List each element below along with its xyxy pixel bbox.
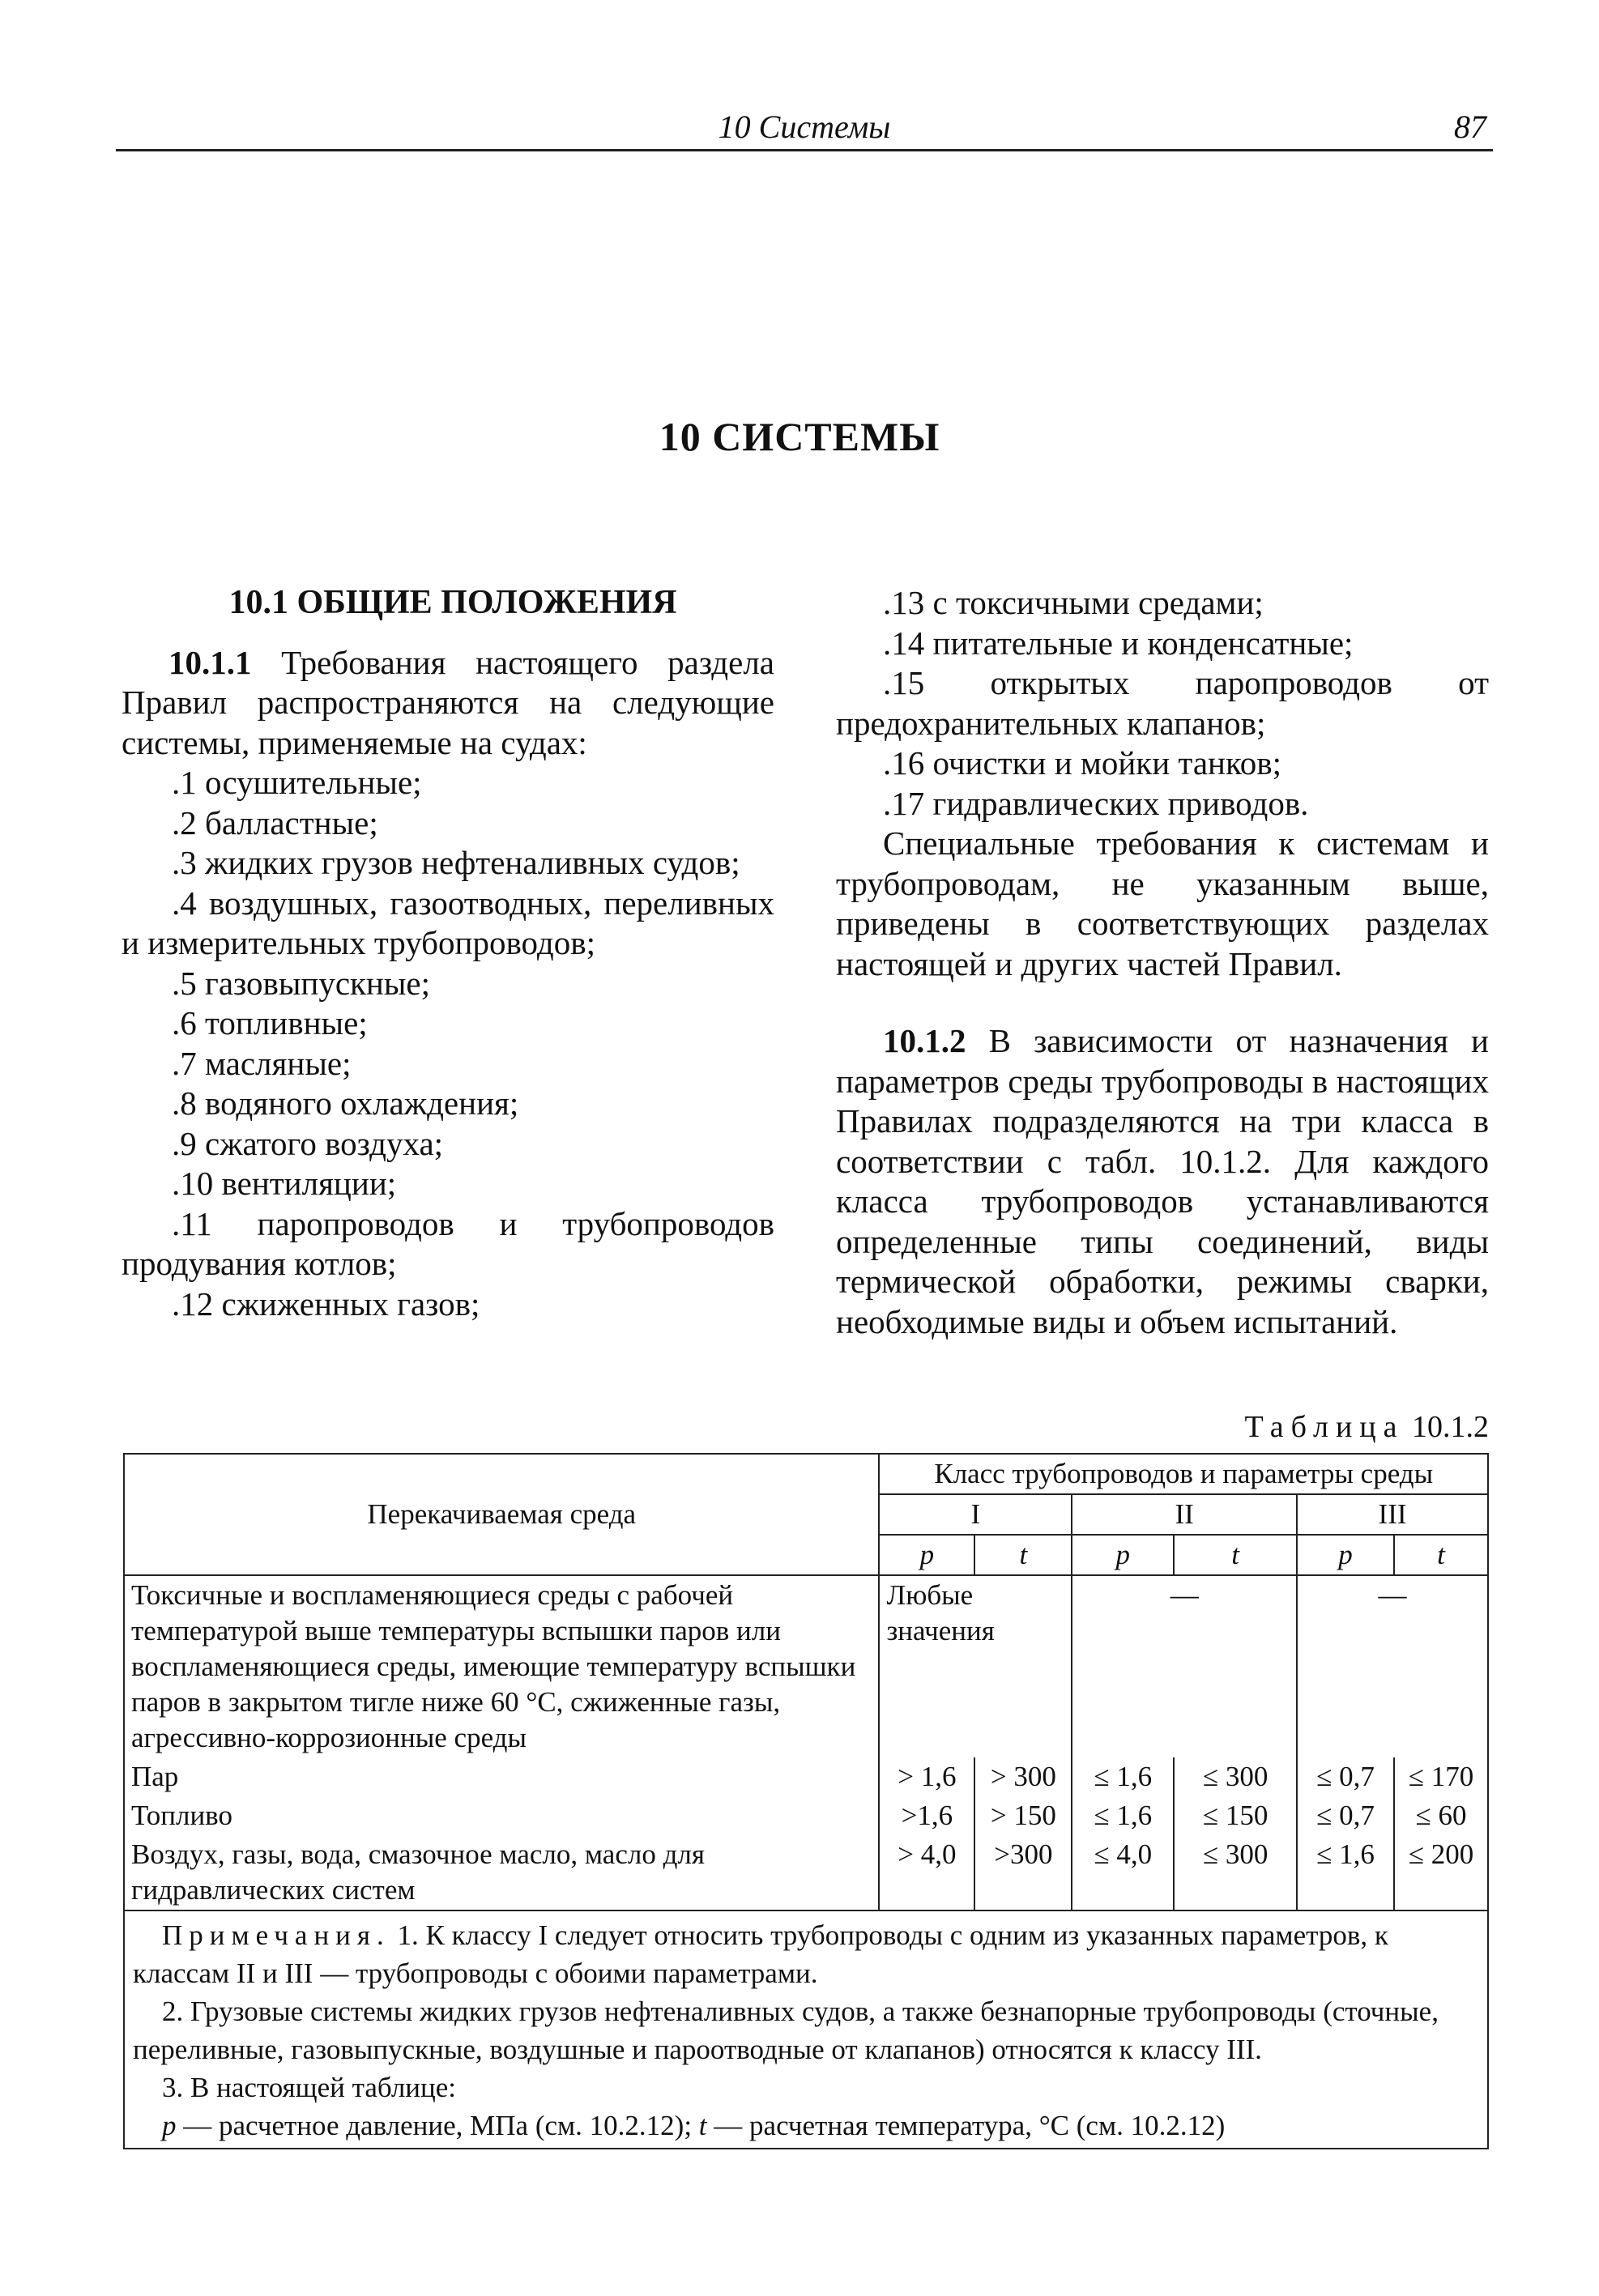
value-cell: > 4,0 (879, 1835, 974, 1910)
value-cell: — (1072, 1575, 1297, 1757)
table-header-row (124, 1454, 1488, 1494)
list-item: .4 воздушных, газоотводных, переливных и измерительных трубопроводов; (122, 884, 774, 961)
note-2: 2. Грузовые системы жидких грузов нефтеналивных судов, а также безнапорные трубопроводы (сточные, переливные, газовыпускные, воздушные и пароотводные от клапанов) относятся к классу III. (133, 1996, 1439, 2065)
value-cell: > 1,6 (879, 1757, 974, 1796)
header-param-p: p (879, 1535, 974, 1575)
header-class-ii: II (1072, 1494, 1297, 1535)
value-cell: — (1297, 1575, 1488, 1757)
header-class-iii: III (1297, 1494, 1488, 1535)
value-cell: ≤ 1,6 (1072, 1757, 1174, 1796)
value-cell: ≤ 4,0 (1072, 1835, 1174, 1910)
pipeline-classes-table (123, 1453, 1489, 2149)
list-item: .10 вентиляции; (172, 1165, 397, 1202)
list-item: .11 паропроводов и трубопроводов продувания котлов; (122, 1204, 774, 1282)
paragraph-10-1-2 (836, 1021, 1489, 1342)
header-param-p: p (1297, 1535, 1394, 1575)
medium-cell: Воздух, газы, вода, смазочное масло, масло для гидравлических систем (124, 1835, 879, 1910)
clause-number: 10.1.1 (168, 643, 252, 681)
value-cell: Любые значения (879, 1575, 1072, 1757)
list-item: .9 сжатого воздуха; (172, 1124, 444, 1162)
header-medium: Перекачиваемая среда (124, 1454, 879, 1575)
note-3: 3. В настоящей таблице: (162, 2072, 457, 2103)
value-cell: ≤ 150 (1174, 1796, 1297, 1835)
section-title: 10.1 ОБЩИЕ ПОЛОЖЕНИЯ (228, 584, 677, 621)
note-4: p — расчетное давление, МПа (см. 10.2.12); t — расчетная температура, °C (см. 10.2.12) (162, 2110, 1226, 2141)
value-cell: > 150 (974, 1796, 1072, 1835)
notes-label: Примечания. (162, 1919, 390, 1951)
note-1: Примечания. 1. К классу I следует относить трубопроводы с одним из указанных параметров, к классам II и III — трубопроводы с обоими параметрами. (133, 1919, 1388, 1989)
header-class-i: I (879, 1494, 1072, 1535)
header-param-t: t (974, 1535, 1072, 1575)
medium-cell: Токсичные и воспламеняющиеся среды с рабочей температурой выше температуры вспышки паров или воспламеняющиеся среды, имеющие температуру вспышки паров в закрытом тигле ниже 60 °C, сжиженные газы, агрессивно-коррозионные среды (124, 1575, 879, 1757)
page-header (116, 107, 1493, 151)
table-row (124, 1835, 1488, 1910)
clause-number: 10.1.2 (883, 1022, 966, 1059)
value-cell: ≤ 0,7 (1297, 1796, 1394, 1835)
value-cell: ≤ 300 (1174, 1757, 1297, 1796)
list-item: .17 гидравлических приводов. (883, 784, 1309, 822)
list-item: .3 жидких грузов нефтеналивных судов; (172, 844, 740, 881)
value-cell: ≤ 1,6 (1297, 1835, 1394, 1910)
table-notes (124, 1910, 1488, 2149)
clause-text: В зависимости от назначения и параметров среды трубопроводы в настоящих Правилах подразделяются на три класса в соответствии с табл. 10.1.2. Для каждого класса трубопроводов устанавливаются определенные типы соединений, виды термической обработки, режимы сварки, необходимые виды и объем испытаний. (836, 1022, 1489, 1340)
table-row (124, 1796, 1488, 1835)
chapter-title: 10 СИСТЕМЫ (659, 414, 940, 459)
value-cell: ≤ 170 (1394, 1757, 1488, 1796)
right-column (836, 583, 1489, 1342)
header-param-p: p (1072, 1535, 1174, 1575)
special-requirements-paragraph: Специальные требования к системам и трубопроводам, не указанным выше, приведены в соответствующих разделах настоящей и других частей Правил. (836, 824, 1489, 982)
running-title: 10 Системы (718, 109, 891, 145)
medium-cell: Топливо (124, 1796, 879, 1835)
list-item: .13 с токсичными средами; (883, 584, 1264, 621)
list-item: .14 питательные и конденсатные; (883, 624, 1354, 662)
header-class-params: Класс трубопроводов и параметры среды (879, 1454, 1488, 1494)
table-row (124, 1757, 1488, 1796)
value-cell: >1,6 (879, 1796, 974, 1835)
value-cell: ≤ 300 (1174, 1835, 1297, 1910)
value-cell: >300 (974, 1835, 1072, 1910)
list-item: .8 водяного охлаждения; (172, 1084, 519, 1122)
header-param-t: t (1394, 1535, 1488, 1575)
page-number: 87 (1454, 109, 1486, 145)
list-item: .2 балластные; (172, 803, 378, 841)
header-param-t: t (1174, 1535, 1297, 1575)
list-item: .16 очистки и мойки танков; (883, 744, 1282, 782)
value-cell: ≤ 1,6 (1072, 1796, 1174, 1835)
list-item: .6 топливные; (172, 1004, 368, 1042)
table-row (124, 1575, 1488, 1757)
list-item: .7 масляные; (172, 1044, 352, 1082)
clause-text: Требования настоящего раздела Правил распространяются на следующие системы, применяемые на судах: (122, 643, 774, 761)
table-notes-row (124, 1910, 1488, 2149)
list-item: .5 газовыпускные; (172, 964, 431, 1002)
value-cell: ≤ 200 (1394, 1835, 1488, 1910)
left-column (122, 583, 774, 1324)
table-caption: Таблица 10.1.2 (1244, 1410, 1489, 1444)
medium-cell: Пар (124, 1757, 879, 1796)
list-item: .12 сжиженных газов; (172, 1284, 480, 1323)
value-cell: ≤ 0,7 (1297, 1757, 1394, 1796)
list-item: .15 открытых паропроводов от предохранительных клапанов; (836, 664, 1489, 742)
paragraph-10-1-1 (122, 643, 774, 764)
list-item: .1 осушительные; (172, 764, 422, 801)
value-cell: ≤ 60 (1394, 1796, 1488, 1835)
value-cell: > 300 (974, 1757, 1072, 1796)
